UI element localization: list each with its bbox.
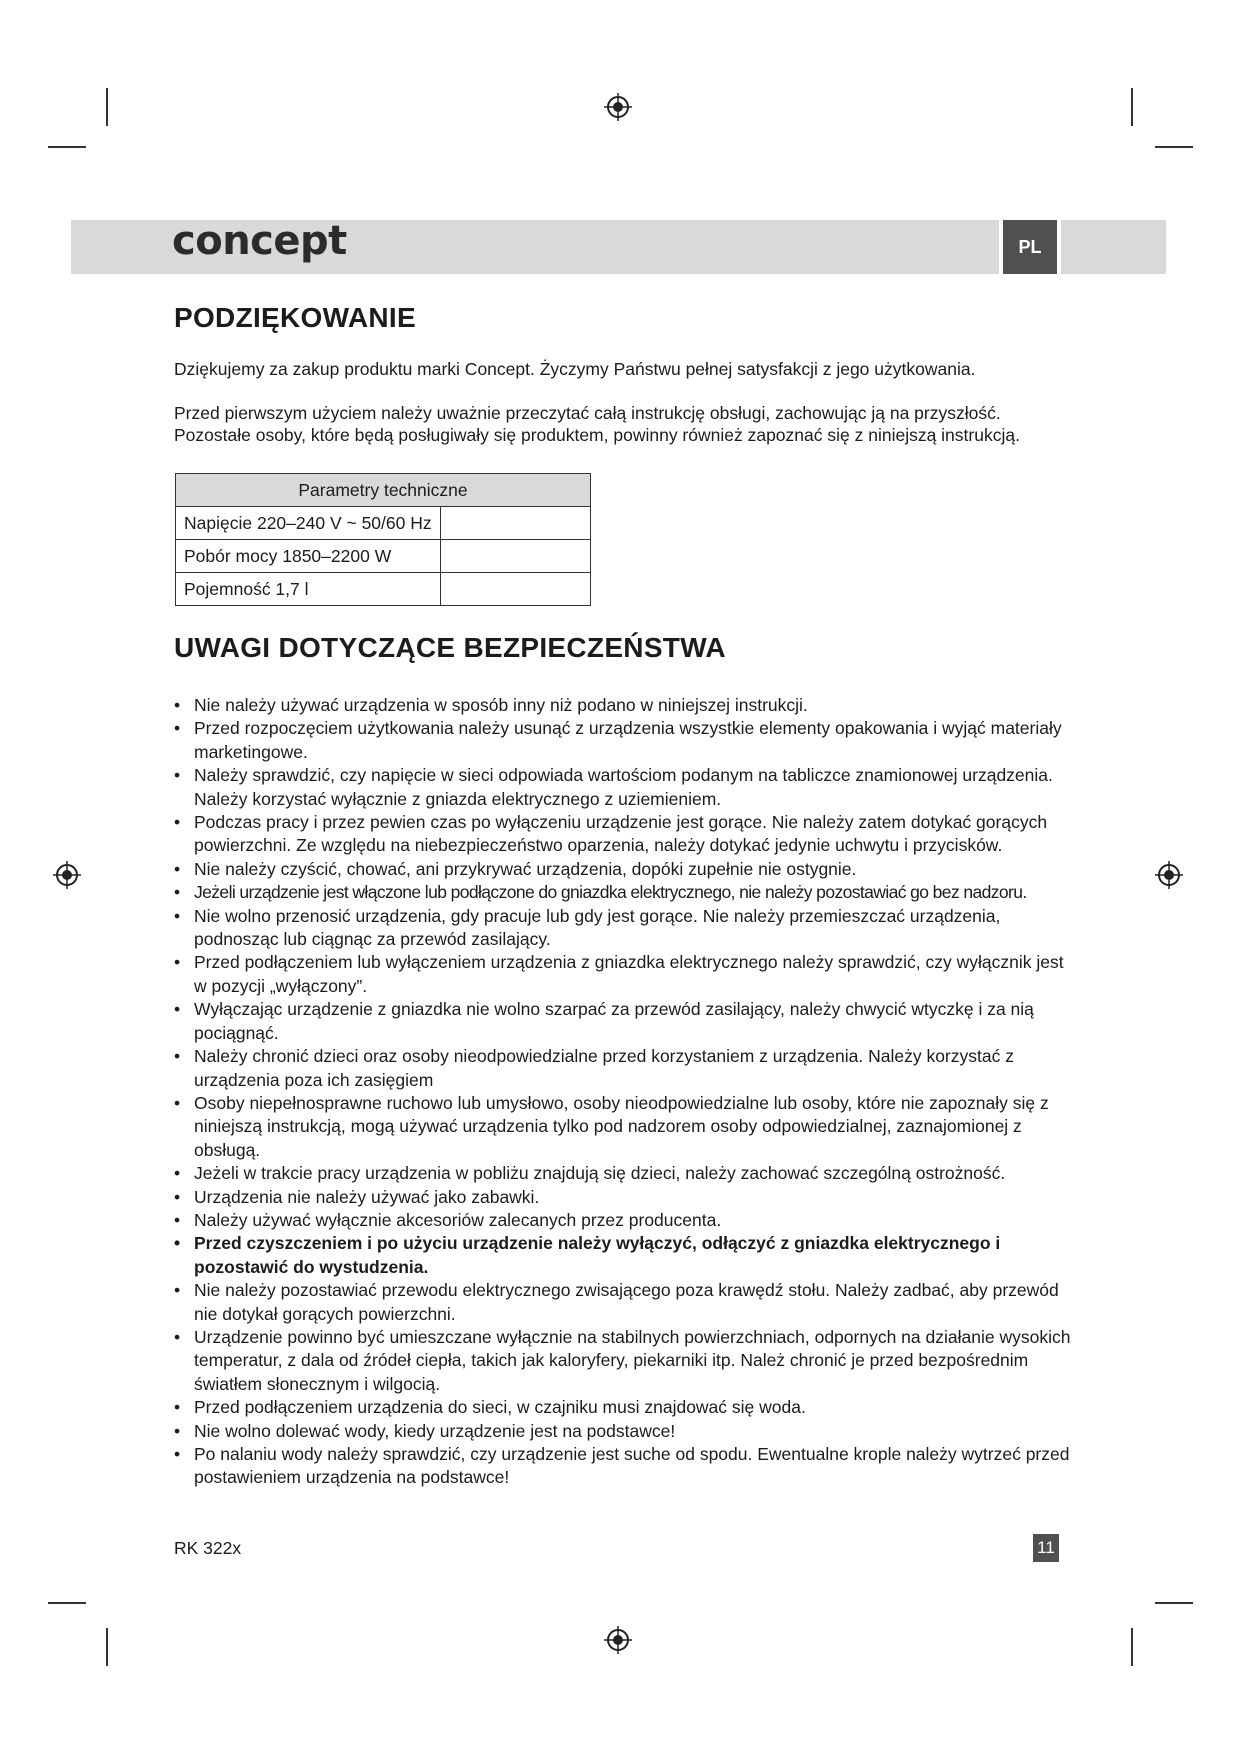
list-item: • Przed rozpoczęciem użytkowania należy usunąć z urządzenia wszystkie elementy opakowania i wyjąć materiały marketingowe. <box>174 717 1074 764</box>
crop-mark <box>1131 1628 1133 1666</box>
header-divider <box>1057 220 1061 274</box>
technical-parameters-table <box>175 473 591 606</box>
registration-mark-icon <box>1154 860 1184 890</box>
list-item: • Należy sprawdzić, czy napięcie w sieci odpowiada wartościom podanym na tabliczce znamionowej urządzenia. Należy korzystać wyłącznie z gniazda elektrycznego z uziemieniem. <box>174 764 1074 811</box>
list-item: • Należy używać wyłącznie akcesoriów zalecanych przez producenta. <box>174 1209 1074 1232</box>
registration-mark-icon <box>603 1625 633 1655</box>
language-badge: PL <box>1003 220 1057 274</box>
list-item: • Urządzenia nie należy używać jako zabawki. <box>174 1186 1074 1209</box>
table-cell: Pobór mocy 1850–2200 W <box>176 540 441 573</box>
list-item: • Jeżeli w trakcie pracy urządzenia w pobliżu znajdują się dzieci, należy zachować szczególną ostrożność. <box>174 1162 1074 1185</box>
list-item: • Nie należy czyścić, chować, ani przykrywać urządzenia, dopóki zupełnie nie ostygnie. <box>174 858 1074 881</box>
table-row <box>176 573 591 606</box>
list-item: • Po nalaniu wody należy sprawdzić, czy urządzenie jest suche od spodu. Ewentualne krople należy wytrzeć przed postawieniem urządzenia na podstawce! <box>174 1443 1074 1490</box>
model-number: RK 322x <box>174 1538 242 1558</box>
crop-mark <box>1155 1602 1193 1604</box>
brand-logo: concept <box>172 218 347 264</box>
thanks-heading: PODZIĘKOWANIE <box>174 302 416 333</box>
crop-mark <box>1131 88 1133 126</box>
table-cell-empty <box>440 573 590 606</box>
list-item: • Osoby niepełnosprawne ruchowo lub umysłowo, osoby nieodpowiedzialne lub osoby, które nie zapoznały się z niniejszą instrukcją, mogą używać urządzenia tylko pod nadzorem osoby odpowiedzialnej, zaznajomionej z obsługą. <box>174 1092 1074 1162</box>
table-header: Parametry techniczne <box>176 474 591 507</box>
list-item: • Nie wolno dolewać wody, kiedy urządzenie jest na podstawce! <box>174 1420 1074 1443</box>
crop-mark <box>1155 146 1193 148</box>
list-item-warning: • Przed czyszczeniem i po użyciu urządzenie należy wyłączyć, odłączyć z gniazdka elektrycznego i pozostawić do wystudzenia. <box>174 1232 1074 1279</box>
list-item: • Nie należy pozostawiać przewodu elektrycznego zwisającego poza krawędź stołu. Należy zadbać, aby przewód nie dotykał gorących powierzchni. <box>174 1279 1074 1326</box>
safety-list <box>174 694 1074 1490</box>
crop-mark <box>48 146 86 148</box>
page-number: 11 <box>1033 1534 1059 1562</box>
crop-mark <box>106 1628 108 1666</box>
table-cell: Napięcie 220–240 V ~ 50/60 Hz <box>176 507 441 540</box>
list-item: • Przed podłączeniem lub wyłączeniem urządzenia z gniazdka elektrycznego należy sprawdzić, czy wyłącznik jest w pozycji „wyłączony”. <box>174 951 1074 998</box>
crop-mark <box>48 1602 86 1604</box>
list-item: • Nie wolno przenosić urządzenia, gdy pracuje lub gdy jest gorące. Nie należy przemieszczać urządzenia, podnosząc lub ciągnąc za przewód zasilający. <box>174 905 1074 952</box>
safety-heading: UWAGI DOTYCZĄCE BEZPIECZEŃSTWA <box>174 632 726 663</box>
registration-mark-icon <box>52 860 82 890</box>
list-item: • Przed podłączeniem urządzenia do sieci, w czajniku musi znajdować się woda. <box>174 1396 1074 1419</box>
list-item: • Należy chronić dzieci oraz osoby nieodpowiedzialne przed korzystaniem z urządzenia. Należy korzystać z urządzenia poza ich zasięgiem <box>174 1045 1074 1092</box>
table-cell-empty <box>440 540 590 573</box>
table-row <box>176 540 591 573</box>
table-cell: Pojemność 1,7 l <box>176 573 441 606</box>
registration-mark-icon <box>603 92 633 122</box>
thanks-paragraph: Dziękujemy za zakup produktu marki Concept. Życzymy Państwu pełnej satysfakcji z jego użytkowania. <box>174 359 976 379</box>
table-cell-empty <box>440 507 590 540</box>
list-item: • Urządzenie powinno być umieszczane wyłącznie na stabilnych powierzchniach, odpornych na działanie wysokich temperatur, z dala od źródeł ciepła, takich jak kaloryfery, piekarniki itp. Należ chronić je przed bezpośrednim światłem słonecznym i wilgocią. <box>174 1326 1074 1396</box>
instruction-paragraph: Przed pierwszym użyciem należy uważnie przeczytać całą instrukcję obsługi, zachowując ją na przyszłość. Pozostałe osoby, które będą posługiwały się produktem, powinny również zapoznać się z niniejszą instrukcją. <box>174 403 1020 445</box>
list-item: • Jeżeli urządzenie jest włączone lub podłączone do gniazdka elektrycznego, nie należy pozostawiać go bez nadzoru. <box>174 881 1074 904</box>
table-row <box>176 507 591 540</box>
crop-mark <box>106 88 108 126</box>
list-item: • Wyłączając urządzenie z gniazdka nie wolno szarpać za przewód zasilający, należy chwycić wtyczkę i za nią pociągnąć. <box>174 998 1074 1045</box>
list-item: • Podczas pracy i przez pewien czas po wyłączeniu urządzenie jest gorące. Nie należy zatem dotykać gorących powierzchni. Ze względu na niebezpieczeństwo oparzenia, należy dotykać jedynie uchwytu i przycisków. <box>174 811 1074 858</box>
list-item: • Nie należy używać urządzenia w sposób inny niż podano w niniejszej instrukcji. <box>174 694 1074 717</box>
